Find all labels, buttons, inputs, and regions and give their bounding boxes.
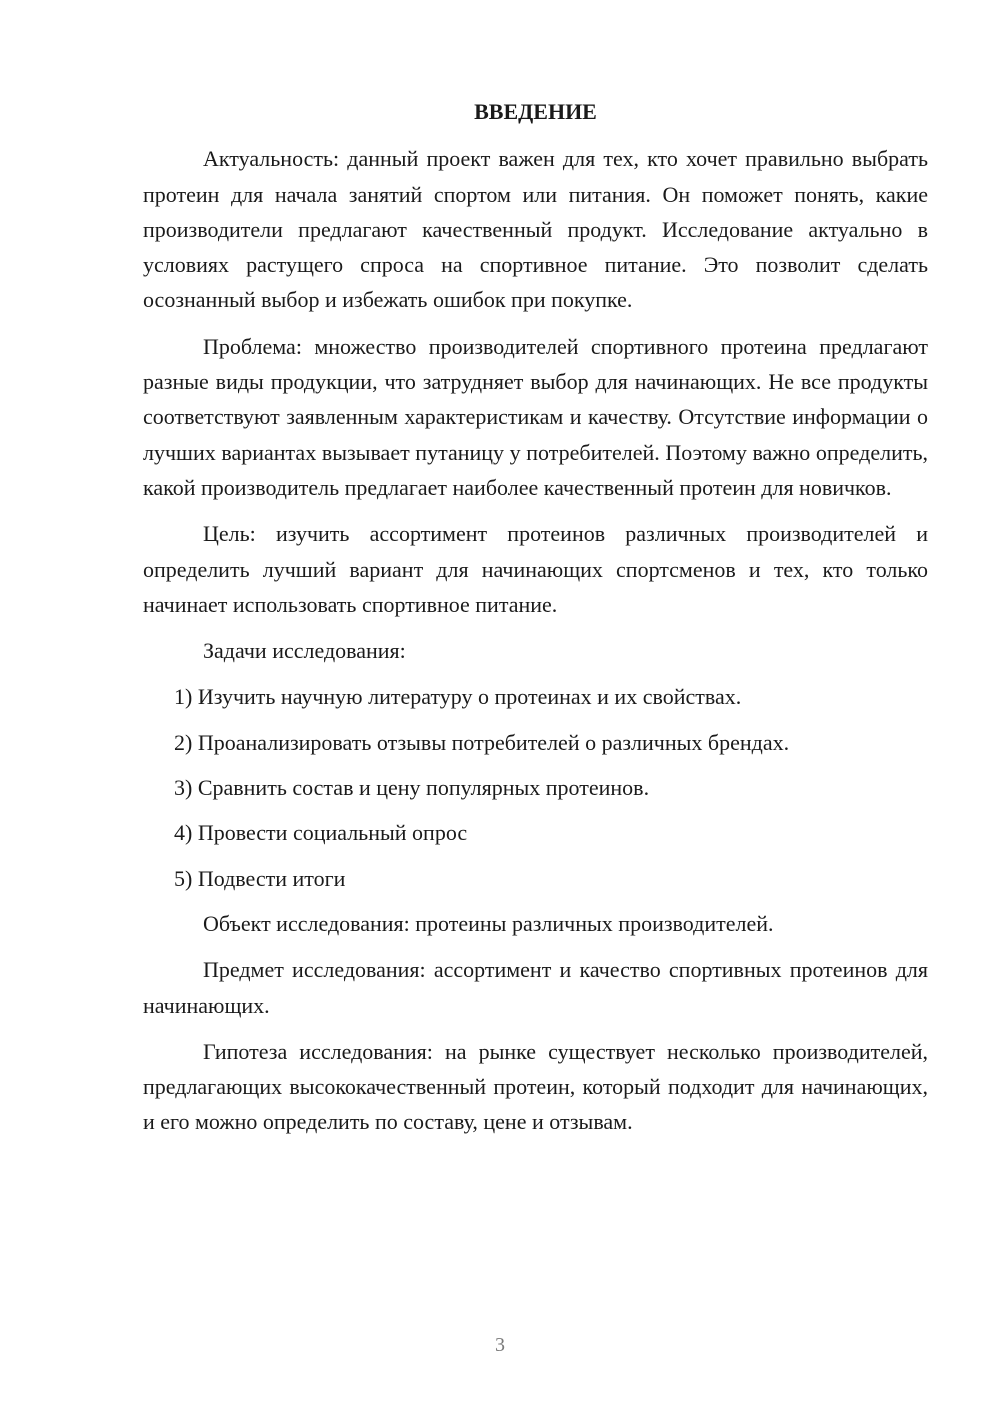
goal-paragraph: Цель: изучить ассортимент протеинов различных производителей и определить лучший вариант для начинающих спортсменов и тех, кто только начинает использовать спортивное питание.	[143, 521, 928, 617]
task-item: 5) Подвести итоги	[174, 865, 346, 891]
document-page	[143, 94, 928, 1151]
tasks-list	[143, 679, 928, 895]
task-item: 4) Провести социальный опрос	[174, 820, 468, 846]
tasks-heading: Задачи исследования:	[203, 638, 406, 664]
page-title: ВВЕДЕНИЕ	[474, 99, 597, 124]
subject-paragraph: Предмет исследования: ассортимент и качество спортивных протеинов для начинающих.	[143, 957, 928, 1018]
relevance-paragraph: Актуальность: данный проект важен для тех, кто хочет правильно выбрать протеин для начала занятий спортом или питания. Он поможет понять, какие производители предлагают качественный продукт. Исследование актуально в условиях растущего спроса на спортивное питание. Это позволит сделать осознанный выбор и избежать ошибок при покупке.	[143, 146, 928, 313]
task-item: 3) Сравнить состав и цену популярных протеинов.	[174, 775, 650, 801]
task-item: 2) Проанализировать отзывы потребителей о различных брендах.	[174, 729, 790, 755]
page-number: 3	[495, 1334, 505, 1356]
hypothesis-paragraph: Гипотеза исследования: на рынке существует несколько производителей, предлагающих высококачественный протеин, который подходит для начинающих, и его можно определить по составу, цене и отзывам.	[143, 1038, 928, 1135]
problem-paragraph: Проблема: множество производителей спортивного протеина предлагают разные виды продукции, что затрудняет выбор для начинающих. Не все продукты соответствуют заявленным характеристикам и качеству. Отсутствие информации о лучших вариантах вызывает путаницу у потребителей. Поэтому важно определить, какой производитель предлагает наиболее качественный протеин для новичков.	[143, 333, 928, 500]
task-item: 1) Изучить научную литературу о протеинах и их свойствах.	[174, 684, 742, 710]
object-paragraph: Объект исследования: протеины различных производителей.	[203, 910, 774, 936]
